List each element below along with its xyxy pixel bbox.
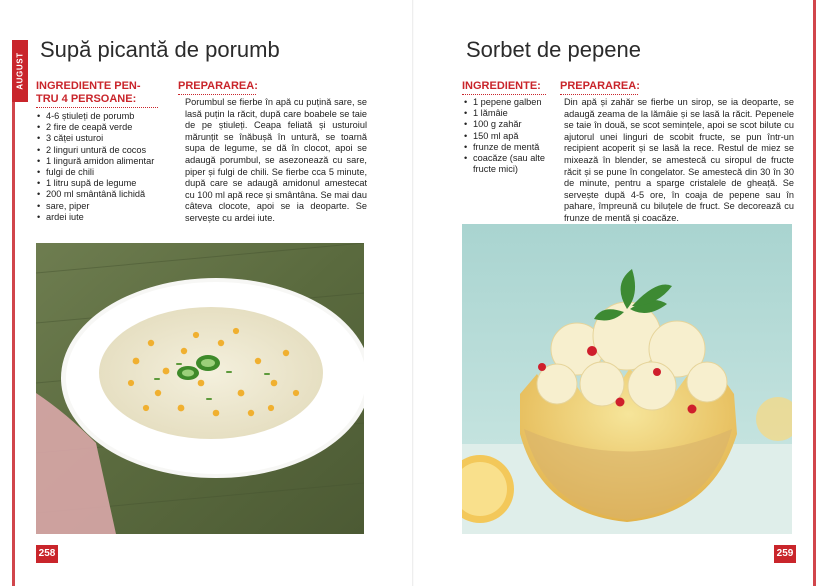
page-number-right: 259 (774, 545, 796, 563)
ingredient-item: • fulgi de chili (37, 167, 167, 178)
ingredient-item: • 4-6 știuleți de porumb (37, 111, 167, 122)
ingredient-item: • sare, piper (37, 201, 167, 212)
ingredient-item: • 1 pepene galben (464, 97, 550, 108)
ingredient-item: • 1 litru supă de legume (37, 178, 167, 189)
ingredient-item: • 1 lingură amidon alimentar (37, 156, 167, 167)
ingredients-list-right (464, 97, 550, 175)
ingredient-item: • 1 lămâie (464, 108, 550, 119)
melon-sorbet-photo (462, 224, 792, 534)
ingredients-heading-right: INGREDIENTE: (462, 80, 546, 95)
preparation-text-left: Porumbul se fierbe în apă cu puțină sare, se lasă puțin la răcit, după care boabele se taie de pe știuleți. Ceapa feliată și usturoiul mărunțit se înăbușă în untură, se toarnă supa de legume, se dă în clocot, apoi se adaugă porumbul, se asezonează cu sare, piper și fulgi de chili. Se fierbe cca 5 minute, după care se adaugă amidonul amestecat cu 100 ml apă rece și smântâna. Se mai dau câteva clocote, apoi se ia deoparte. Se servește cu ardei iute. (185, 97, 367, 223)
right-page (414, 0, 828, 586)
right-edge-bar (813, 0, 816, 586)
recipe-title-left: Supă picantă de porumb (40, 37, 280, 62)
ingredients-heading-left (36, 80, 158, 108)
corn-soup-photo (36, 243, 364, 534)
left-edge-bar (12, 102, 15, 586)
ingredients-list-left (37, 111, 167, 223)
ingredient-item: • 3 căței usturoi (37, 133, 167, 144)
preparation-heading-right: PREPARAREA: (560, 80, 638, 95)
ingredient-item: • 2 linguri untură de cocos (37, 145, 167, 156)
page-number-left: 258 (36, 545, 58, 563)
ingredient-item: • 150 ml apă (464, 131, 550, 142)
preparation-heading-left: PREPARAREA: (178, 80, 256, 95)
ingredient-item: • 2 fire de ceapă verde (37, 122, 167, 133)
ingredient-item: • coacăze (sau alte fructe mici) (464, 153, 550, 175)
month-label: AUGUST (15, 52, 25, 90)
month-side-tab (12, 40, 28, 102)
preparation-text-right: Din apă și zahăr se fierbe un sirop, se ia deoparte, se adaugă zeama de la lămâie și se lasă la răcit. Pepenele se taie în două, se scot semințele, apoi se scot bilute cu ajutorul unei linguri de scobit fructe, se pun într-un recipient acoperit și se lasă la rece. Restul de miez se mixează în blender, se amestecă cu siropul de fructe răcit și se pune în congelator. Se amestecă din 30 în 30 de minute, pentru a sparge cristalele de gheață. Se servește după 4-5 ore, în coaja de pepene sau în pahare, împreună cu biluțele de fruct. Se decorează cu frunze de mentă și coacăze. (564, 97, 794, 223)
ingredient-item: • 100 g zahăr (464, 119, 550, 130)
ingredient-item: • 200 ml smântână lichidă (37, 189, 167, 200)
ingredient-item: • ardei iute (37, 212, 167, 223)
ingredient-item: • frunze de mentă (464, 142, 550, 153)
ingredients-heading-left-line1: INGREDIENTE PEN- (36, 80, 141, 92)
recipe-title-right: Sorbet de pepene (466, 37, 641, 62)
ingredients-heading-left-line2: TRU 4 PERSOANE: (36, 93, 137, 105)
